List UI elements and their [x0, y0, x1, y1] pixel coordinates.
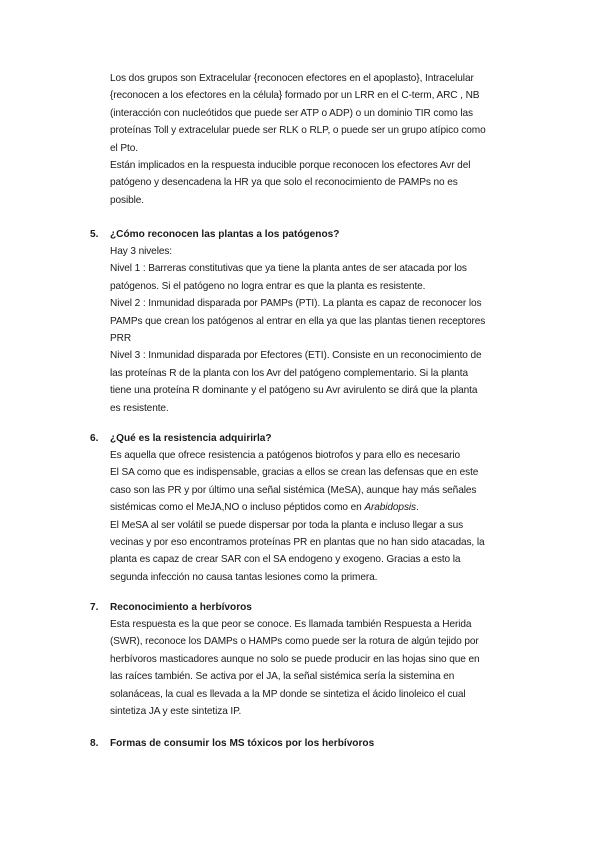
question-5-heading: [90, 226, 530, 243]
text-line: segunda infección no causa tantas lesiones como la primera.: [110, 571, 378, 583]
text-line: El SA como que es indispensable, gracias a ellos se crean las defensas que en este: [110, 467, 479, 479]
text-line: Están implicados en la respuesta inducible porque reconocen los efectores Avr del: [110, 160, 471, 172]
question-title: ¿Cómo reconocen las plantas a los patógenos?: [110, 229, 340, 240]
text-line: Nivel 1 : Barreras constitutivas que ya tiene la planta antes de ser atacada por los: [110, 263, 467, 275]
text-line: patógenos. Si el patógeno no logra entrar es que la planta es resistente.: [110, 280, 426, 292]
question-6-answer: [110, 447, 530, 586]
text-line: Nivel 2 : Inmunidad disparada por PAMPs (PTI). La planta es capaz de reconocer los: [110, 298, 482, 310]
text-line: PAMPs que crean los patógenos al entrar en ella ya que las plantas tienen receptores: [110, 315, 486, 327]
question-6-heading: [90, 430, 530, 447]
text-segment: .: [416, 502, 419, 514]
text-line: las raíces también. Se activa por el JA, la señal sistémica sería la sistemina en: [110, 671, 455, 683]
text-line: El MeSA al ser volátil se puede dispersar por toda la planta e incluso llegar a sus: [110, 519, 464, 531]
species-name: Arabidopsis: [364, 502, 416, 514]
question-number: 8.: [90, 738, 99, 749]
question-number: 7.: [90, 602, 99, 613]
text-line: tiene una proteína R dominante y el patógeno su Avr avirulento se dirá que la planta: [110, 385, 478, 397]
text-line: sintetiza JA y este sintetiza IP.: [110, 706, 242, 718]
text-line: herbívoros masticadores aunque no solo se puede producir en las hojas sino que en: [110, 653, 480, 665]
text-line: es resistente.: [110, 402, 169, 414]
text-line: proteínas Toll y extracelular puede ser RLK o RLP, o puede ser un grupo atípico como: [110, 125, 486, 137]
text-line: caso son las PR y por último una señal sistémica (MeSA), aunque hay más señales: [110, 484, 477, 496]
question-7-heading: [90, 599, 530, 616]
question-title: ¿Qué es la resistencia adquirirla?: [110, 433, 272, 444]
text-line: (SWR), reconoce los DAMPs o HAMPs como puede ser la rotura de algún tejido por: [110, 636, 479, 648]
question-number: 5.: [90, 229, 99, 240]
text-line: (interacción con nucleótidos que puede ser ATP o ADP) o un dominio TIR como las: [110, 107, 473, 119]
text-line: PRR: [110, 333, 132, 345]
text-line: planta es capaz de crear SAR con el SA endogeno y exogeno. Gracias a esto la: [110, 554, 461, 566]
text-line: Es aquella que ofrece resistencia a patógenos biotrofos y para ello es necesario: [110, 450, 460, 461]
question-8-heading: [90, 735, 530, 752]
text-line: patógeno y desencadena la HR ya que solo el reconocimiento de PAMPs no es: [110, 177, 458, 189]
text-line: Los dos grupos son Extracelular {reconocen efectores en el apoplasto}, Intracelular: [110, 73, 474, 84]
text-line: vecinas y por eso encontramos proteínas PR en plantas que no han sido atacadas, la: [110, 537, 485, 549]
text-line: Esta respuesta es la que peor se conoce. Es llamada también Respuesta a Herida: [110, 619, 472, 630]
question-title: Reconocimiento a herbívoros: [110, 602, 252, 613]
text-line: Nivel 3 : Inmunidad disparada por Efectores (ETI). Consiste en un reconocimiento de: [110, 350, 482, 362]
text-segment: sistémicas como el MeJA,NO o incluso péptidos como en: [110, 502, 365, 514]
question-5-answer: [110, 243, 530, 417]
question-number: 6.: [90, 433, 99, 444]
question-7-answer: [110, 616, 530, 720]
question-title: Formas de consumir los MS tóxicos por los herbívoros: [110, 738, 375, 749]
text-line: Hay 3 niveles:: [110, 246, 172, 257]
text-line: las proteínas R de la planta con los Avr del patógeno complementario. Si la planta: [110, 367, 469, 379]
text-line: {reconocen a los efectores en la célula} formado por un LRR en el C-term, ARC , NB: [110, 90, 480, 102]
text-line: [110, 499, 530, 516]
text-line: el Pto.: [110, 142, 138, 154]
text-line: posible.: [110, 194, 144, 206]
intro-paragraph: [110, 70, 530, 209]
text-line: solanáceas, la cual es llevada a la MP donde se sintetiza el ácido linoleico el cual: [110, 688, 466, 700]
